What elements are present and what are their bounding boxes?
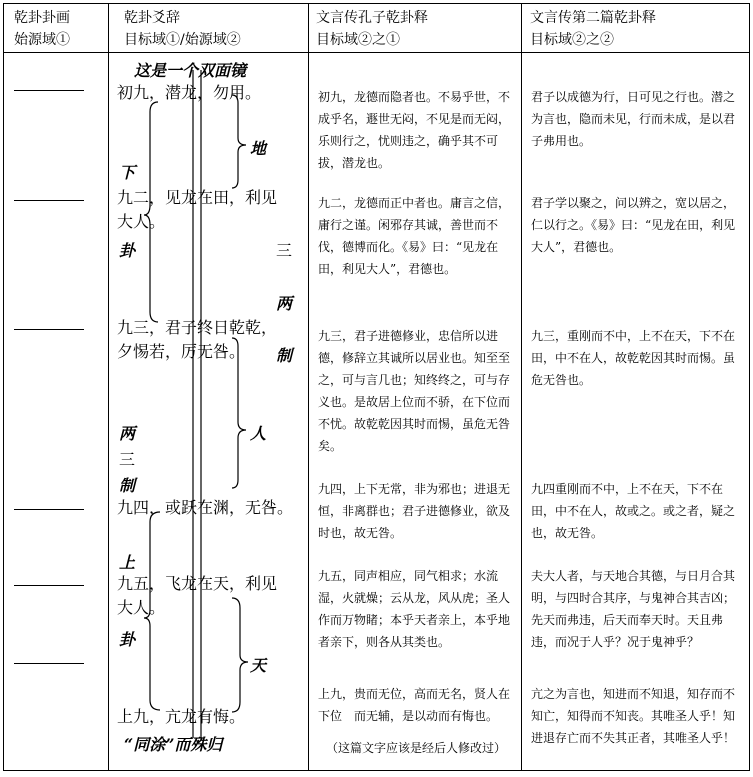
header-col2-line2: 目标域①/始源域② (124, 32, 241, 48)
yao-jiu-san-line2: 夕惕若，厉无咎。 (117, 342, 246, 361)
header-col4-line1: 文言传第二篇乾卦释 (530, 10, 656, 26)
yao-jiu-san-line1: 九三，君子终日乾乾， (117, 318, 278, 337)
col4-shang-jiu-text: 亢之为言也，知进而不知退，知存而不知亡，知得而不知丧。其唯圣人乎！知进退存亡而不失其正者，其唯圣人乎！ (531, 687, 736, 745)
col3-shang-jiu-text: 上九，贵而无位，高而无名，贤人在下位 而无辅，是以动而有悔也。 (318, 687, 511, 723)
label-xia: 下 (119, 163, 136, 182)
col3-jiu-wu-text: 九五，同声相应，同气相求；水流湿，火就燥；云从龙，风从虎；圣人作而万物睹；本乎天者亲上，本乎地者亲下，则各从其类也。 (318, 569, 511, 649)
earth-brace (232, 95, 246, 188)
header-col2-line1: 乾卦爻辞 (124, 10, 180, 26)
header-col3-line2: 目标域②之① (316, 32, 400, 48)
header-col1-line1: 乾卦卦画 (14, 10, 70, 26)
col3-jiu-si-text: 九四，上下无常，非为邪也；进退无恒，非离群也；君子进德修业，欲及时也，故无咎。 (318, 482, 511, 540)
label-san-top: 三 (276, 241, 293, 260)
col4-chu-jiu-text: 君子以成德为行，日可见之行也。潜之为言也，隐而未见，行而未成，是以君子弗用也。 (531, 90, 736, 148)
top-title: 这是一个双面镜 (134, 61, 247, 80)
label-tian: 天 (250, 656, 267, 675)
col4-jiu-si-text: 九四重刚而不中，上不在天，下不在田，中不在人，故或之。或之者，疑之也，故无咎。 (531, 482, 736, 540)
col3-jiu-san-text: 九三，君子进德修业，忠信所以进德，修辞立其诚所以居业也。知至至之，可与言几也；知终终之，可与存义也。是故居上位而不骄，在下位而不忧。故乾乾因其时而惕，虽危无咎矣。 (318, 329, 511, 453)
yao-jiu-er-line1: 九二，见龙在田，利见 (117, 188, 278, 207)
col4-jiu-er-text: 君子学以聚之，问以辨之，宽以居之，仁以行之。《易》曰：“见龙在田，利见大人”，君德也。 (531, 196, 736, 254)
label-shang: 上 (119, 553, 136, 572)
label-san-mid: 三 (119, 450, 136, 469)
label-zhi-mid: 制 (119, 476, 136, 495)
col4-jiu-san-text: 九三，重刚而不中，上不在天，下不在田，中不在人，故乾乾因其时而惕。虽危无咎也。 (531, 329, 736, 387)
label-liang-top: 两 (276, 294, 293, 313)
heaven-brace (232, 598, 248, 712)
label-ren: 人 (250, 424, 267, 443)
yao-jiu-er-line2: 大人。 (117, 212, 166, 231)
header-col1-line2: 始源域① (14, 32, 70, 48)
yao-jiu-wu-line2: 大人。 (117, 598, 166, 617)
label-gua-upper: 卦 (119, 630, 136, 649)
yao-chu-jiu: 初九，潜龙，勿用。 (117, 83, 262, 102)
yao-shang-jiu: 上九，亢龙有悔。 (117, 707, 246, 726)
label-di: 地 (250, 139, 267, 158)
col3-note: （这篇文字应该是经后人修改过） (326, 741, 507, 755)
yao-jiu-wu-line1: 九五，飞龙在天，利见 (117, 574, 278, 593)
label-liang-mid: 两 (119, 424, 136, 443)
col3-jiu-er-text: 九二，龙德而正中者也。庸言之信，庸行之谨。闲邪存其诚，善世而不伐，德博而化。《易》曰：“见龙在田，利见大人”，君德也。 (318, 196, 511, 276)
yao-jiu-si: 九四，或跃在渊，无咎。 (117, 498, 294, 517)
col3-chu-jiu-text: 初九，龙德而隐者也。不易乎世，不成乎名，遯世无闷，不见是而无闷，乐则行之，忧则违之，确乎其不可拔，潜龙也。 (318, 90, 511, 170)
header-col3-line1: 文言传孔子乾卦释 (316, 10, 428, 26)
col4-jiu-wu-text: 夫大人者，与天地合其德，与日月合其明，与四时合其序，与鬼神合其吉凶；先天而弗违，后天而奉天时。天且弗违，而况于人乎？况于鬼神乎？ (531, 569, 736, 649)
label-gua-lower: 卦 (119, 241, 136, 260)
label-zhi-top: 制 (276, 346, 293, 365)
bottom-title: “同涂”而殊归 (124, 735, 223, 754)
header-col4-line2: 目标域②之② (530, 32, 614, 48)
